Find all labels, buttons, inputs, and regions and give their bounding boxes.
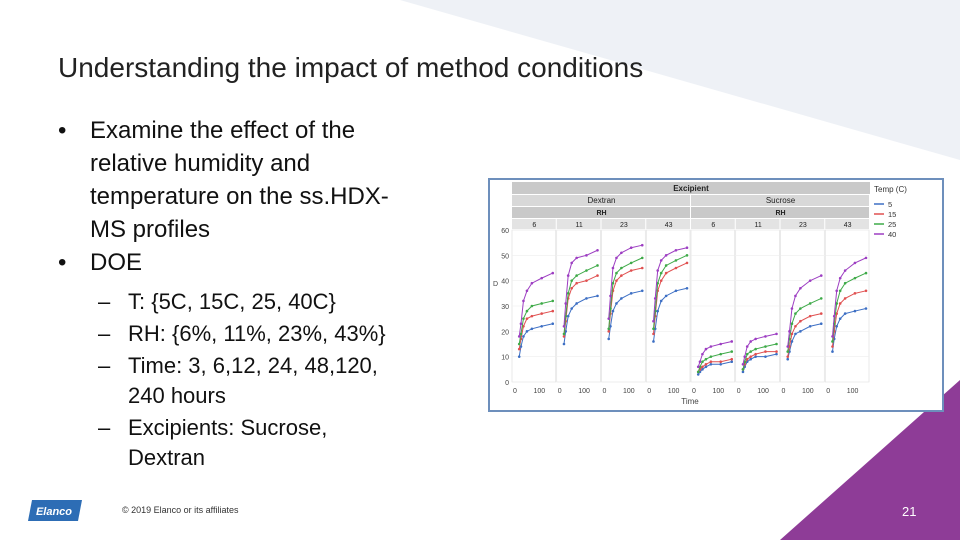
data-point — [665, 254, 668, 257]
sub-bullet-item — [58, 319, 458, 349]
data-point — [831, 350, 834, 353]
rh-level-label: 6 — [532, 222, 537, 229]
data-point — [844, 282, 847, 285]
data-point — [607, 317, 610, 320]
data-point — [799, 307, 802, 310]
data-point — [567, 292, 570, 295]
data-point — [675, 290, 678, 293]
data-point — [844, 297, 847, 300]
data-point — [660, 279, 663, 282]
data-point — [620, 274, 623, 277]
sub-bullet-line: RH: {6%, 11%, 23%, 43%} — [128, 321, 386, 346]
x-tick-label: 0 — [513, 388, 517, 395]
copyright-text: © 2019 Elanco or its affiliates — [122, 505, 239, 515]
data-point — [531, 282, 534, 285]
data-point — [526, 317, 529, 320]
data-point — [820, 312, 823, 315]
data-point — [540, 277, 543, 280]
sub-bullet-line: Dextran — [128, 445, 206, 470]
y-tick-label: 10 — [501, 354, 509, 362]
data-point — [865, 307, 868, 310]
x-tick-label: 0 — [826, 388, 831, 395]
data-point — [596, 274, 599, 277]
data-point — [612, 267, 615, 270]
data-point — [570, 287, 573, 290]
data-point — [686, 254, 689, 257]
data-point — [730, 340, 733, 343]
data-point — [831, 340, 834, 343]
data-point — [620, 267, 623, 270]
data-point — [809, 325, 812, 328]
data-point — [526, 310, 529, 313]
data-point — [615, 257, 618, 260]
data-point — [531, 328, 534, 331]
x-tick-label: 100 — [846, 388, 859, 395]
data-point — [809, 302, 812, 305]
data-point — [742, 363, 745, 366]
data-point — [794, 325, 797, 328]
data-point — [531, 305, 534, 308]
data-point — [697, 366, 700, 369]
rh-level-label: 23 — [798, 222, 807, 229]
data-point — [865, 272, 868, 275]
rh-level-label: 43 — [664, 222, 673, 229]
y-tick-label: 60 — [501, 228, 509, 235]
data-point — [686, 262, 689, 265]
data-point — [596, 295, 599, 298]
bullet-glyph: • — [58, 117, 67, 144]
data-point — [809, 315, 812, 318]
data-point — [540, 312, 543, 315]
data-point — [839, 290, 842, 293]
x-tick-label: 100 — [667, 388, 680, 395]
data-point — [839, 277, 842, 280]
x-tick-label: 100 — [623, 388, 635, 395]
data-point — [835, 290, 838, 293]
data-point — [791, 307, 794, 310]
data-point — [570, 307, 573, 310]
data-point — [652, 328, 655, 331]
data-point — [630, 246, 633, 249]
bullet-item — [58, 114, 458, 246]
data-point — [675, 249, 678, 252]
data-point — [839, 302, 842, 305]
chart-figure — [488, 178, 944, 412]
data-point — [551, 300, 554, 303]
data-point — [575, 274, 578, 277]
data-point — [630, 262, 633, 265]
data-point — [775, 333, 778, 336]
x-tick-label: 0 — [647, 388, 652, 395]
data-point — [585, 269, 588, 272]
data-point — [585, 254, 588, 257]
data-point — [710, 345, 713, 348]
data-point — [518, 343, 521, 346]
data-point — [531, 315, 534, 318]
data-point — [697, 371, 700, 374]
data-point — [719, 360, 722, 363]
data-point — [522, 335, 525, 338]
data-point — [791, 333, 794, 336]
data-point — [705, 366, 708, 369]
data-point — [743, 355, 746, 358]
data-point — [749, 340, 752, 343]
data-point — [522, 300, 525, 303]
dash-glyph: – — [98, 353, 111, 378]
x-tick-label: 100 — [802, 388, 814, 395]
data-point — [809, 279, 812, 282]
y-axis-label: D — [493, 281, 499, 288]
rh-header: RH — [775, 210, 786, 217]
data-point — [775, 353, 778, 356]
data-point — [518, 355, 521, 358]
data-point — [746, 353, 749, 356]
data-point — [630, 269, 633, 272]
data-point — [641, 257, 644, 260]
data-point — [612, 310, 615, 313]
data-point — [686, 246, 689, 249]
data-point — [596, 264, 599, 267]
data-point — [799, 330, 802, 333]
dash-glyph: – — [98, 321, 111, 346]
data-point — [630, 292, 633, 295]
data-point — [786, 355, 789, 358]
data-point — [719, 343, 722, 346]
data-point — [620, 252, 623, 255]
excipient-label: Dextran — [587, 196, 616, 205]
page-number: 21 — [902, 504, 917, 519]
x-axis-label: Time — [681, 397, 699, 406]
data-point — [641, 244, 644, 247]
excipient-header: Excipient — [673, 184, 709, 193]
data-point — [799, 287, 802, 290]
legend-label: 5 — [888, 200, 893, 209]
data-point — [749, 355, 752, 358]
data-point — [786, 345, 789, 348]
data-point — [656, 310, 659, 313]
y-tick-label: 40 — [501, 278, 509, 286]
data-point — [730, 350, 733, 353]
data-point — [575, 282, 578, 285]
bullet-line: MS profiles — [90, 216, 211, 243]
data-point — [526, 330, 529, 333]
legend-label: 25 — [888, 220, 897, 229]
data-point — [865, 257, 868, 260]
data-point — [764, 345, 767, 348]
data-point — [865, 290, 868, 293]
y-tick-label: 30 — [501, 304, 509, 311]
data-point — [742, 368, 745, 371]
faceted-line-chart — [490, 180, 942, 410]
data-point — [754, 353, 757, 356]
data-point — [754, 348, 757, 351]
data-point — [585, 297, 588, 300]
data-point — [675, 267, 678, 270]
data-point — [526, 290, 529, 293]
data-point — [615, 279, 618, 282]
data-point — [551, 322, 554, 325]
data-point — [820, 322, 823, 325]
data-point — [654, 297, 657, 300]
data-point — [705, 363, 708, 366]
legend-label: 40 — [888, 230, 897, 239]
y-tick-label: 50 — [501, 253, 509, 261]
data-point — [854, 277, 857, 280]
data-point — [660, 259, 663, 262]
data-point — [570, 262, 573, 265]
data-point — [794, 312, 797, 315]
dash-glyph: – — [98, 415, 111, 440]
data-point — [699, 360, 702, 363]
excipient-label: Sucrose — [765, 196, 796, 205]
data-point — [520, 322, 523, 325]
x-tick-label: 100 — [578, 388, 590, 395]
data-point — [754, 338, 757, 341]
legend-label: 15 — [888, 210, 897, 219]
y-tick-label: 0 — [505, 380, 509, 387]
x-tick-label: 100 — [712, 388, 725, 395]
data-point — [794, 333, 797, 336]
data-point — [749, 358, 752, 361]
data-point — [607, 328, 610, 331]
data-point — [701, 366, 704, 369]
data-point — [665, 272, 668, 275]
data-point — [697, 373, 700, 376]
data-point — [831, 335, 834, 338]
dash-glyph: – — [98, 289, 111, 314]
data-point — [764, 335, 767, 338]
bullet-line: Examine the effect of the — [90, 117, 356, 144]
y-tick-label: 20 — [501, 329, 509, 337]
data-point — [749, 350, 752, 353]
sub-bullet-item — [58, 287, 458, 317]
data-point — [730, 358, 733, 361]
data-point — [563, 335, 566, 338]
rh-level-label: 6 — [711, 222, 716, 229]
bullet-line: relative humidity and — [90, 150, 311, 177]
bullet-item — [58, 246, 458, 279]
data-point — [656, 269, 659, 272]
data-point — [719, 363, 722, 366]
data-point — [540, 325, 543, 328]
sub-bullet-line: T: {5C, 15C, 25, 40C} — [128, 289, 336, 314]
rh-header: RH — [596, 210, 607, 217]
data-point — [839, 317, 842, 320]
data-point — [609, 295, 612, 298]
data-point — [764, 355, 767, 358]
data-point — [742, 371, 745, 374]
data-point — [596, 249, 599, 252]
data-point — [518, 335, 521, 338]
data-point — [615, 272, 618, 275]
data-point — [788, 330, 791, 333]
data-point — [660, 300, 663, 303]
data-point — [641, 290, 644, 293]
rh-level-label: 43 — [843, 222, 852, 229]
data-point — [710, 363, 713, 366]
data-point — [615, 302, 618, 305]
x-tick-label: 0 — [557, 388, 562, 395]
data-point — [794, 295, 797, 298]
data-point — [820, 297, 823, 300]
bullet-line: temperature on the ss.HDX- — [90, 183, 389, 210]
data-point — [705, 358, 708, 361]
data-point — [710, 360, 713, 363]
data-point — [652, 333, 655, 336]
data-point — [831, 345, 834, 348]
x-tick-label: 0 — [736, 388, 741, 395]
data-point — [764, 350, 767, 353]
data-point — [719, 353, 722, 356]
sub-bullet-line: 240 hours — [128, 383, 226, 408]
data-point — [835, 325, 838, 328]
rh-level-label: 11 — [754, 222, 762, 229]
data-point — [854, 310, 857, 313]
sub-bullet-line: Time: 3, 6,12, 24, 48,120, — [128, 353, 378, 378]
rh-level-label: 23 — [619, 222, 628, 229]
data-point — [799, 320, 802, 323]
x-tick-label: 100 — [533, 388, 546, 395]
data-point — [710, 355, 713, 358]
data-point — [551, 272, 554, 275]
x-tick-label: 100 — [757, 388, 769, 395]
data-point — [570, 279, 573, 282]
data-point — [652, 320, 655, 323]
data-point — [575, 257, 578, 260]
data-point — [854, 292, 857, 295]
data-point — [833, 315, 836, 318]
data-point — [522, 317, 525, 320]
data-point — [518, 348, 521, 351]
data-point — [844, 312, 847, 315]
data-point — [775, 343, 778, 346]
data-point — [551, 310, 554, 313]
x-tick-label: 0 — [781, 388, 786, 395]
data-point — [652, 340, 655, 343]
data-point — [705, 348, 708, 351]
rh-level-label: 11 — [575, 222, 583, 229]
slide-title: Understanding the impact of method conditions — [58, 52, 644, 83]
logo-text: Elanco — [35, 506, 73, 518]
data-point — [754, 355, 757, 358]
sub-bullet-item — [58, 413, 458, 473]
data-point — [660, 272, 663, 275]
bullet-list — [58, 114, 458, 473]
data-point — [567, 315, 570, 318]
data-point — [844, 269, 847, 272]
data-point — [701, 360, 704, 363]
data-point — [607, 338, 610, 341]
data-point — [730, 360, 733, 363]
elanco-logo — [28, 498, 82, 523]
data-point — [563, 333, 566, 336]
data-point — [585, 279, 588, 282]
data-point — [563, 325, 566, 328]
data-point — [575, 302, 578, 305]
sub-bullet-item — [58, 351, 458, 411]
bullet-glyph: • — [58, 249, 67, 276]
data-point — [665, 264, 668, 267]
data-point — [791, 322, 794, 325]
data-point — [540, 302, 543, 305]
data-point — [775, 350, 778, 353]
data-point — [607, 330, 610, 333]
data-point — [854, 262, 857, 265]
bullet-line: DOE — [90, 249, 143, 276]
data-point — [701, 353, 704, 356]
legend-title: Temp (C) — [874, 185, 907, 194]
data-point — [820, 274, 823, 277]
data-point — [665, 295, 668, 298]
data-point — [567, 274, 570, 277]
x-tick-label: 0 — [692, 388, 696, 395]
data-point — [620, 297, 623, 300]
x-tick-label: 0 — [602, 388, 607, 395]
sub-bullet-line: Excipients: Sucrose, — [128, 415, 328, 440]
data-point — [746, 345, 749, 348]
data-point — [786, 358, 789, 361]
data-point — [564, 302, 567, 305]
data-point — [675, 259, 678, 262]
data-point — [641, 267, 644, 270]
data-point — [563, 343, 566, 346]
data-point — [686, 287, 689, 290]
data-point — [786, 350, 789, 353]
